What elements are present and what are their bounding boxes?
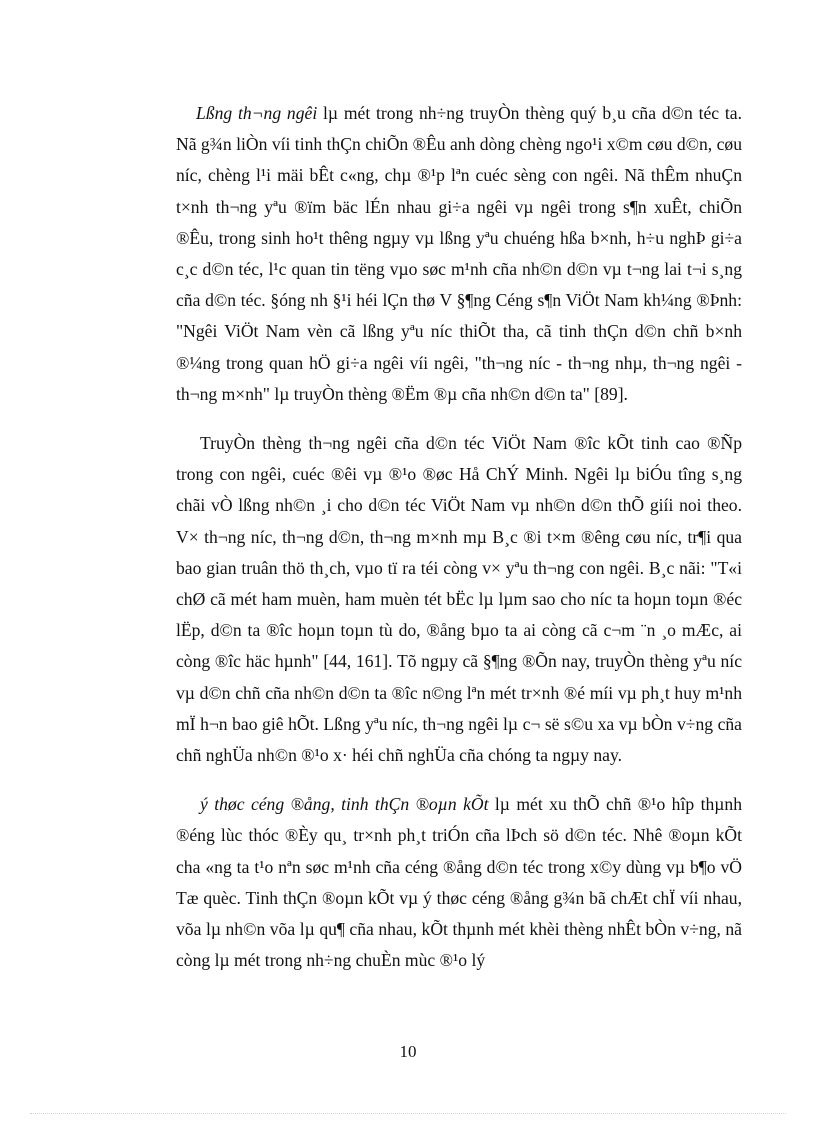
paragraph-1-lead: Lßng th¬ng ngêi bbox=[196, 103, 318, 123]
body-text bbox=[176, 98, 742, 994]
paragraph-3-lead: ý thøc céng ®ång, tinh thÇn ®oµn kÕt bbox=[200, 794, 489, 815]
page-number: 10 bbox=[399, 1042, 417, 1061]
paragraph-3 bbox=[176, 789, 742, 976]
paragraph-1 bbox=[176, 98, 742, 410]
paragraph-3-text: lµ mét xu thÕ chñ ®¹o hîp thµnh ®éng lùc thóc ®Èy qu¸ tr×nh ph¸t triÓn cña lÞch sö d©n téc. Nhê ®oµn kÕt cha «ng ta t¹o nªn søc m¹nh cña céng ®ång d©n téc trong x©y dùng vµ b¶o vÖ Tæ quèc. Tinh thÇn ®oµn kÕt vµ ý thøc céng ®ång g¾n bã chÆt chÏ víi nhau, võa lµ nh©n võa lµ qu¶ cña nhau, kÕt thµnh mét khèi thèng nhÊt bÒn v÷ng, nã còng lµ mét trong nh÷ng chuÈn mùc ®¹o lý bbox=[176, 794, 742, 971]
paragraph-2-text: TruyÒn thèng th¬ng ngêi cña d©n téc ViÖt Nam ®îc kÕt tinh cao ®Ñp trong con ngêi, cuéc ®êi vµ ®¹o ®øc Hå ChÝ Minh. Ngêi lµ biÓu tîng s¸ng chãi vÒ lßng nh©n ¸i cho d©n téc ViÖt Nam vµ nh©n d©n thÕ giíi noi theo. V× th¬ng níc, th¬ng d©n, th¬ng m×nh mµ B¸c ®i t×m ®êng cøu níc, tr¶i qua bao gian truân thö th¸ch, vµo tï ra téi còng v× yªu th¬ng con ngêi. B¸c nãi: "T«i chØ cã mét ham muèn, ham muèn tét bËc lµ lµm sao cho níc ta hoµn toµn ®éc lËp, d©n ta ®îc hoµn toµn tù do, ®ång bµo ta ai còng cã c¬m ¨n ¸o mÆc, ai còng ®îc häc hµnh" [44, 161]. Tõ ngµy cã §¶ng ®Õn nay, truyÒn thèng yªu níc vµ d©n chñ cña nh©n d©n ta ®îc n©ng lªn mét tr×nh ®é míi vµ ph¸t huy m¹nh mÏ h¬n bao giê hÕt. Lßng yªu níc, th¬ng ngêi lµ c¬ së s©u xa vµ bÒn v÷ng cña chñ nghÜa nh©n ®¹o x· héi chñ nghÜa cña chóng ta ngµy nay. bbox=[176, 433, 742, 766]
paragraph-1-text: lµ mét trong nh÷ng truyÒn thèng quý b¸u cña d©n téc ta. Nã g¾n liÒn víi tinh thÇn chiÕn ®Êu anh dòng chèng ngo¹i x©m cøu d©n, cøu níc, chèng l¹i mäi bÊt c«ng, chµ ®¹p lªn cuéc sèng con ngêi. Nã thÊm nhuÇn t×nh th¬ng yªu ®ïm bäc lÉn nhau gi÷a ngêi vµ ngêi trong s¶n xuÊt, chiÕn ®Êu, trong sinh ho¹t thêng ngµy vµ lßng yªu chuéng hßa b×nh, h÷u nghÞ gi÷a c¸c d©n téc, l¹c quan tin tëng vµo søc m¹nh cña nh©n d©n vµ t¬ng lai t¬i s¸ng cña d©n téc. §óng nh §¹i héi lÇn thø V §¶ng Céng s¶n ViÖt Nam kh¼ng ®Þnh: "Ngêi ViÖt Nam vèn cã lßng yªu níc thiÕt tha, cã tinh thÇn d©n chñ b×nh ®¼ng trong quan hÖ gi÷a ngêi víi ngêi, "th¬ng níc - th¬ng nhµ, th¬ng ngêi - th¬ng m×nh" lµ truyÒn thèng ®Ëm ®µ cña nh©n d©n ta" [89]. bbox=[176, 103, 743, 404]
footer-divider bbox=[30, 1113, 786, 1114]
paragraph-2 bbox=[176, 428, 742, 771]
